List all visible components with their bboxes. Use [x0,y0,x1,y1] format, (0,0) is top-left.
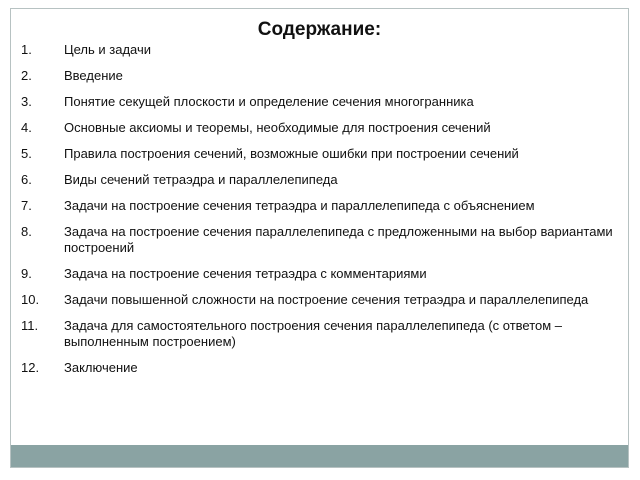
item-text: Задачи повышенной сложности на построение сечения тетраэдра и параллелепипеда [64,292,589,307]
list-item [21,146,616,162]
list-item [21,198,616,214]
item-number: 6. [21,172,32,187]
item-text: Задача на построение сечения параллелепипеда с предложенными на выбор вариантами построений [64,224,613,255]
item-text: Введение [64,68,123,83]
list-item [21,172,616,188]
item-number: 5. [21,146,32,161]
list-item [21,120,616,136]
item-number: 1. [21,42,32,57]
item-number: 7. [21,198,32,213]
contents-list [21,42,616,386]
slide [10,8,629,468]
item-number: 9. [21,266,32,281]
list-item [21,42,616,58]
list-item [21,360,616,376]
list-item [21,266,616,282]
list-item [21,68,616,84]
item-number: 4. [21,120,32,135]
list-item [21,318,616,350]
slide-title: Содержание: [257,19,382,40]
list-item [21,292,616,308]
item-text: Задача на построение сечения тетраэдра с комментариями [64,266,427,281]
item-text: Цель и задачи [64,42,152,57]
list-item [21,224,616,256]
list-item [21,94,616,110]
item-number: 2. [21,68,32,83]
item-text: Правила построения сечений, возможные ошибки при построении сечений [64,146,519,161]
item-text: Виды сечений тетраэдра и параллелепипеда [64,172,338,187]
item-number: 3. [21,94,32,109]
item-number: 11. [21,318,39,333]
footer-bar [11,445,628,467]
item-text: Понятие секущей плоскости и определение сечения многогранника [64,94,474,109]
item-text: Заключение [64,360,138,375]
item-text: Основные аксиомы и теоремы, необходимые для построения сечений [64,120,491,135]
item-text: Задачи на построение сечения тетраэдра и параллелепипеда с объяснением [64,198,535,213]
item-text: Задача для самостоятельного построения сечения параллелепипеда (с ответом – выполненным построением) [64,318,563,349]
item-number: 8. [21,224,32,239]
item-number: 10. [21,292,40,307]
item-number: 12. [21,360,40,375]
